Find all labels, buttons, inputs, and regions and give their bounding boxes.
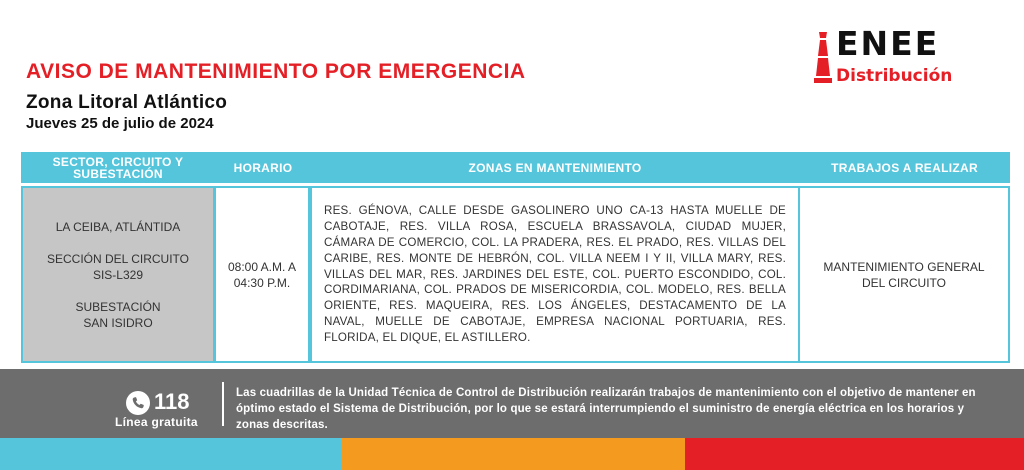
- zone-title: Zona Litoral Atlántico: [26, 92, 228, 113]
- table-row: [21, 186, 1010, 363]
- time-end: 04:30 P.M.: [233, 275, 291, 290]
- table-header: [21, 152, 1010, 183]
- time-cell: [216, 188, 308, 361]
- logo-word: ENEE: [836, 24, 940, 63]
- phone-icon: [126, 391, 150, 415]
- circuit-code: SIS-L329: [92, 267, 144, 282]
- notice-title: AVISO DE MANTENIMIENTO POR EMERGENCIA: [26, 60, 526, 83]
- phone-label: Línea gratuita: [115, 415, 198, 429]
- substation-label: SUBESTACIÓN: [75, 299, 161, 314]
- zones-text: RES. GÉNOVA, CALLE DESDE GASOLINERO UNO CA-13 HASTA MUELLE DE CABOTAJE, RES. VILLA ROSA, ESCUELA BRASSAVOLA, CIUDAD MUJER, CÁMARA DE COMERCIO, COL. LA PRADERA, RES. EL PRADO, RES. VILLAS DEL CARIBE, RES. MONTE DE HEBRÓN, COL. VILLA NEEM I Y II, VILLA MARY, RES. VILLAS DEL MAR, RES. JARDINES DEL ESTE, COL. PUERTO ESCONDIDO, COL. CORDIMARIANA, COL. PRADOS DE MISERICORDIA, COL. MODELO, RES. BELLA ORIENTE, RES. MAQUEIRA, RES. LOS ÁNGELES, DESTACAMENTO DE LA NAVAL, MUELLE DE CABOTAJE, EMPRESA NACIONAL PORTUARIA, RES. FLORIDA, EL DIQUE, EL ASTILLERO.: [324, 204, 786, 344]
- substation-name: SAN ISIDRO: [83, 315, 153, 330]
- notice-date: Jueves 25 de julio de 2024: [26, 115, 214, 132]
- work-cell: [800, 188, 1008, 361]
- enee-logo: [814, 24, 994, 88]
- footer-divider: [222, 382, 224, 426]
- header-sector: SECTOR, CIRCUITO Y SUBESTACIÓN: [52, 154, 184, 181]
- footer-message: Las cuadrillas de la Unidad Técnica de Control de Distribución realizarán trabajos de mantenimiento con el objetivo de mantener en óptimo estado el Sistema de Distribución, por lo que se estará interrumpiendo el suministro de energía eléctrica en los horarios y zonas descritas.: [236, 387, 976, 431]
- stripe-cyan: [0, 438, 341, 470]
- header-zonas: ZONAS EN MANTENIMIENTO: [468, 160, 642, 175]
- footer-bar: [0, 369, 1024, 438]
- work-text: MANTENIMIENTO GENERAL DEL CIRCUITO: [823, 259, 985, 290]
- stripe-orange: [341, 438, 685, 470]
- sector-cell: [23, 188, 213, 361]
- header-horario: HORARIO: [233, 160, 293, 175]
- phone-number: 118: [154, 389, 190, 414]
- circuit-label: SECCIÓN DEL CIRCUITO: [46, 251, 190, 266]
- stripe-red: [685, 438, 1024, 470]
- zones-cell: [312, 188, 798, 361]
- time-start: 08:00 A.M. A: [227, 259, 297, 274]
- location-text: LA CEIBA, ATLÁNTIDA: [55, 219, 181, 234]
- header-trabajos: TRABAJOS A REALIZAR: [831, 160, 978, 175]
- maintenance-table: [21, 152, 1010, 363]
- lighthouse-icon: [814, 32, 832, 84]
- logo-subtitle: Distribución: [836, 66, 953, 86]
